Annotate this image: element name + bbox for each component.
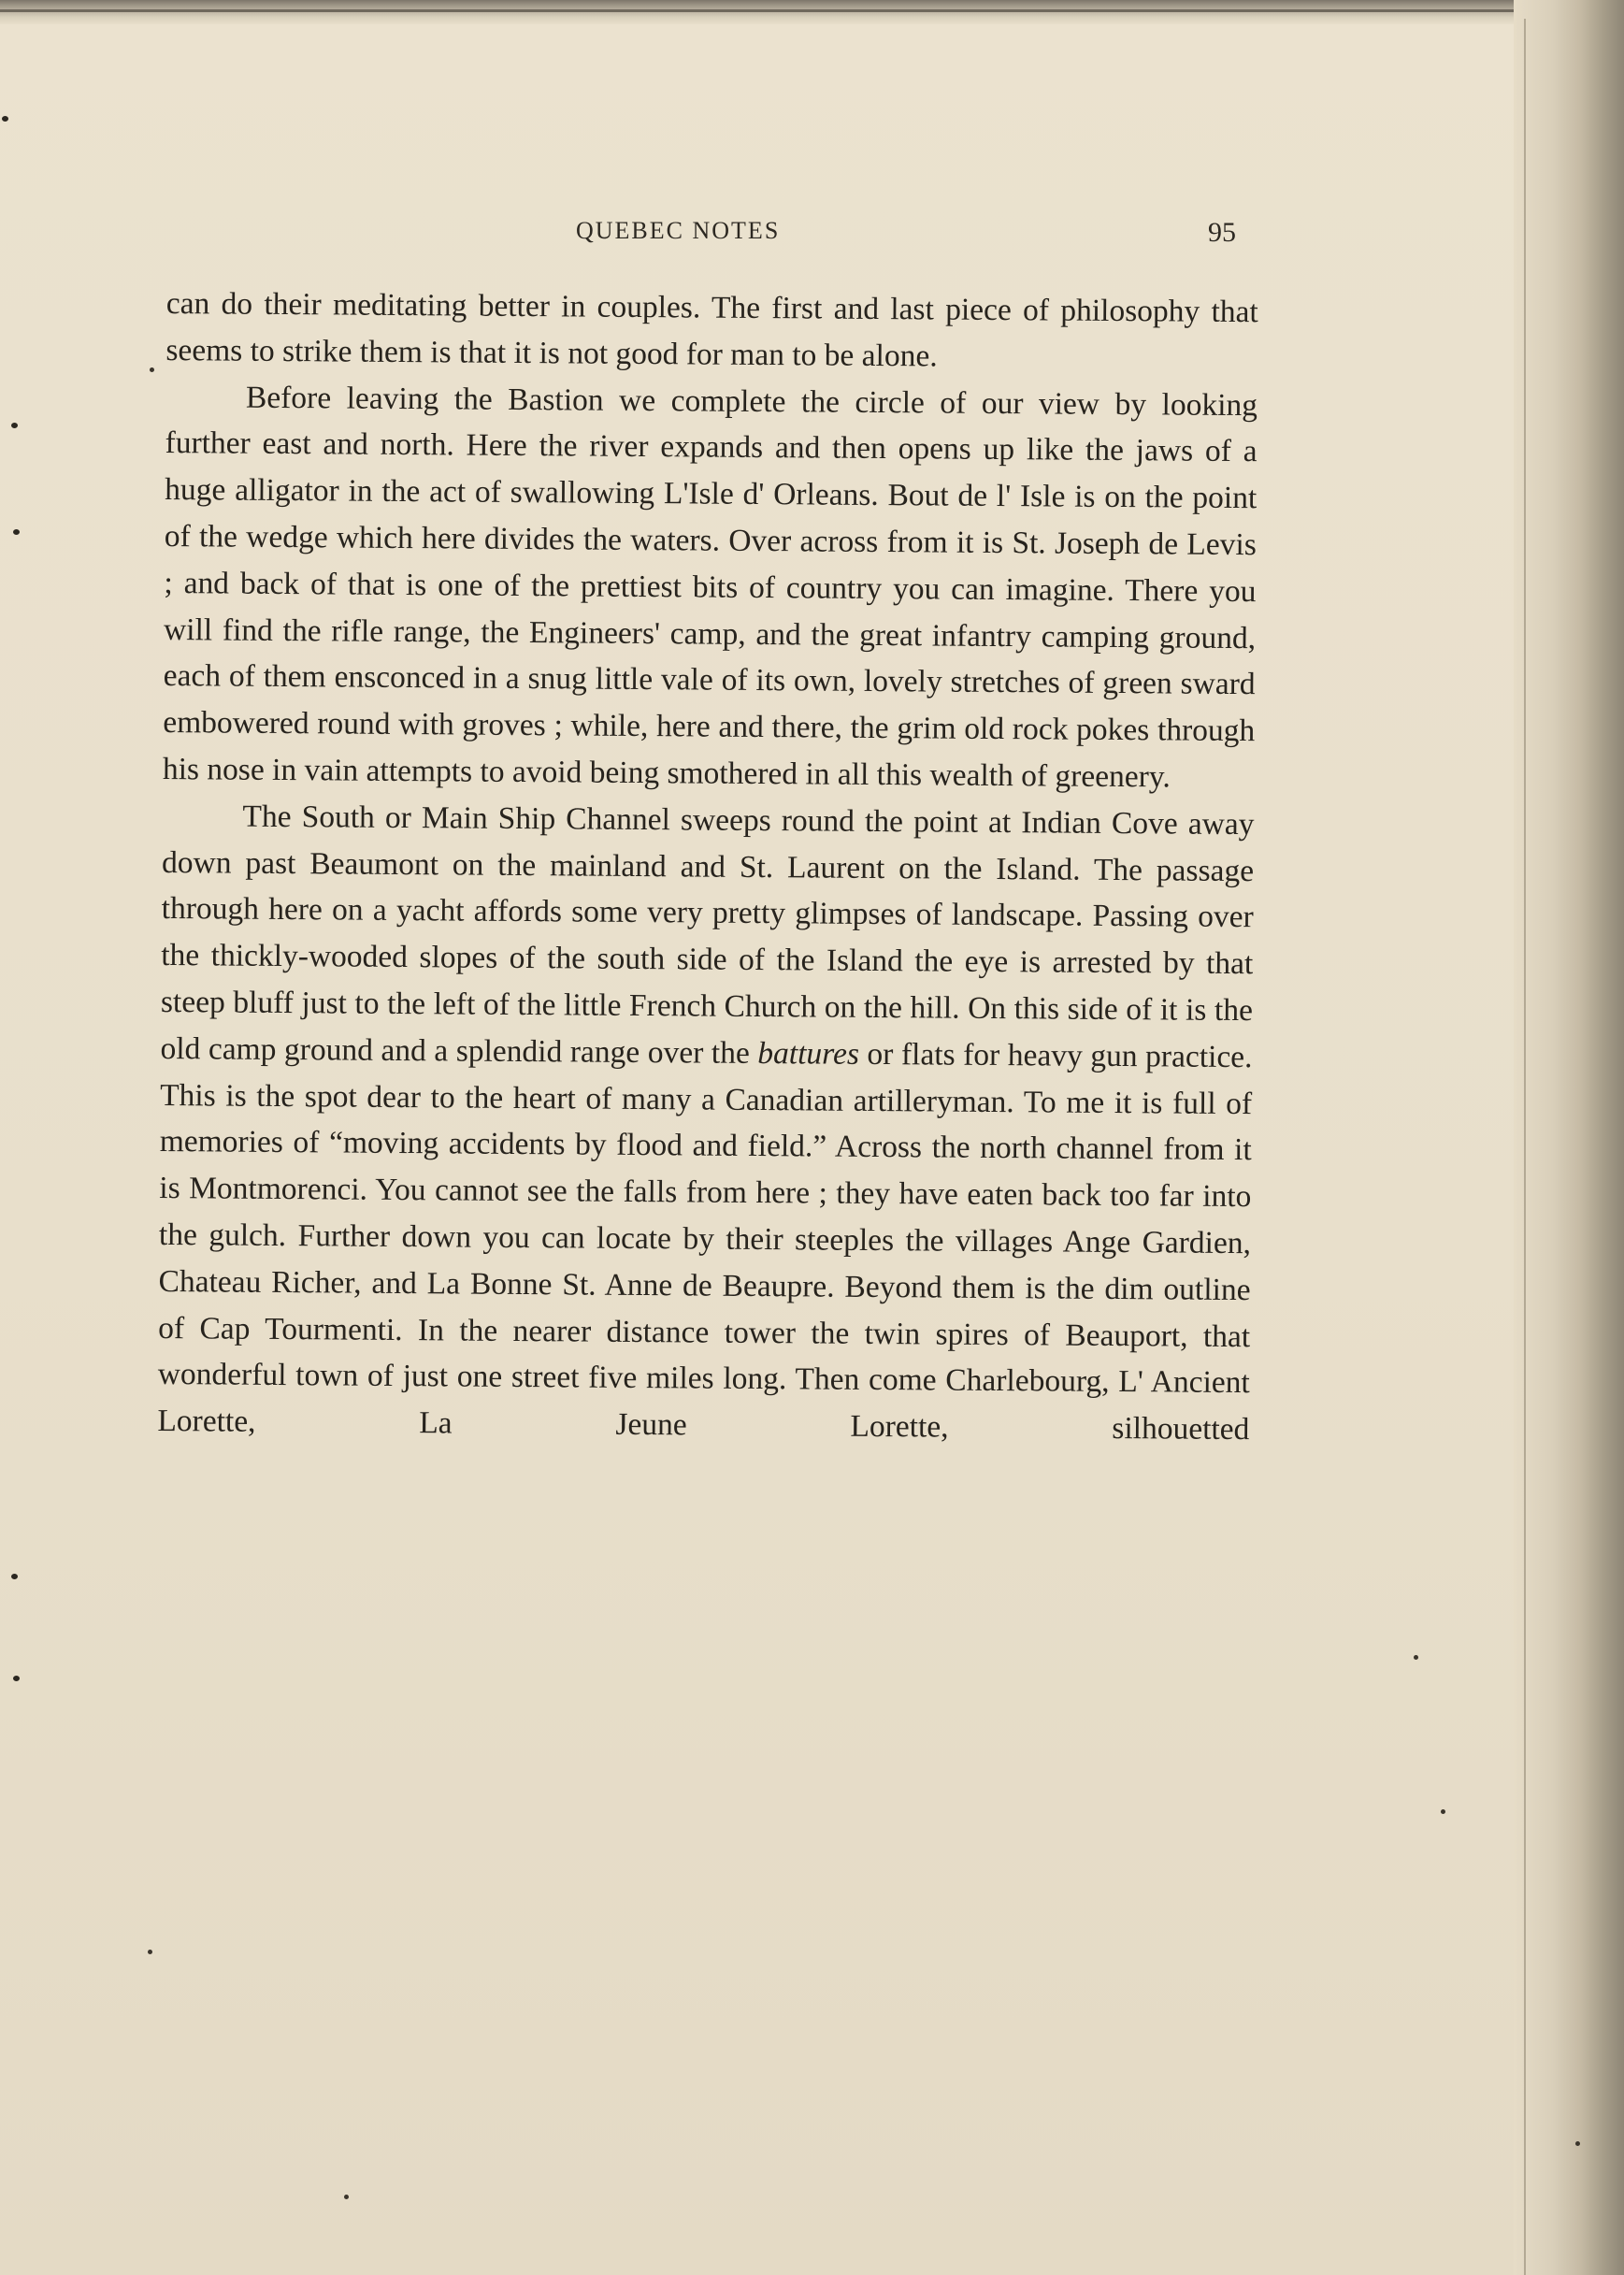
- margin-speck: [13, 529, 20, 535]
- page-top-shadow: [0, 0, 1624, 24]
- italic-term: battures: [757, 1035, 860, 1072]
- page-speck: [148, 1950, 152, 1954]
- page-speck: [1414, 1655, 1418, 1660]
- paragraph-2: Before leaving the Bastion we complete the circle of our view by looking further east and north. Here the river expands and then opens up like the jaws of a huge alligator in the act of swallowing L'Isle d' Orleans. Bout de l' Isle is on the point of the wedge which here divides the waters. Over across from it is St. Joseph de Levis ; and back of that is one of the prettiest bits of country you can imagine. There you will find the rifle range, the Engineers' camp, and the great infantry camping ground, each of them ensconced in a snug little vale of its own, lovely stretches of green sward embowered round with groves ; while, here and there, the grim old rock pokes through his nose in vain attempts to avoid being smothered in all this wealth of greenery.: [162, 380, 1258, 795]
- page-speck: [344, 2195, 349, 2199]
- margin-speck: [11, 1574, 18, 1579]
- margin-speck: [13, 1676, 20, 1681]
- page-right-edge-shadow: [1514, 0, 1624, 2275]
- page-speck: [1441, 1809, 1445, 1814]
- margin-speck: [11, 423, 18, 428]
- page-speck: [1575, 2141, 1580, 2146]
- paragraph-3: [157, 793, 1254, 1453]
- paragraph-3-text-b: or flats for heavy gun practice. This is the spot dear to the heart of many a Canadian artilleryman. To me it is full of memories of “moving accidents by flood and field.” Across the north channel from it is Montmorenci. You cannot see the falls from here ; they have eaten back too far into the gulch. Further down you can locate by their steeples the villages Ange Gardien, Chateau Richer, and La Bonne St. Anne de Beaupre. Beyond them is the dim outline of Cap Tourmenti. In the nearer distance tower the twin spires of Beauport, that wonderful town of just one street five miles long. Then come Charlebourg, L' Ancient Lorette, La Jeune Lorette, silhouetted: [157, 1036, 1253, 1447]
- page-gutter-line: [1524, 19, 1526, 2275]
- running-title: QUEBEC NOTES: [576, 217, 781, 244]
- page-top-rule: [0, 9, 1533, 12]
- body-text: [157, 281, 1258, 1453]
- paragraph-1: can do their meditating better in couples. The first and last piece of philosophy that seems to strike them is that it is not good for man to be alone.: [165, 285, 1258, 374]
- paragraph-3-text-a: The South or Main Ship Channel sweeps round the point at Indian Cove away down past Beaumont on the mainland and St. Laurent on the Island. The passage through here on a yacht affords some very pretty glimpses of landscape. Passing over the thickly-wooded slopes of the south side of the Island the eye is arrested by that steep bluff just to the left of the little French Church on the hill. On this side of it is the old camp ground and a splendid range over the: [160, 799, 1255, 1071]
- page-speck: [150, 367, 154, 372]
- page-number: 95: [1208, 217, 1236, 248]
- margin-speck: [2, 116, 8, 122]
- running-header: [0, 217, 1531, 254]
